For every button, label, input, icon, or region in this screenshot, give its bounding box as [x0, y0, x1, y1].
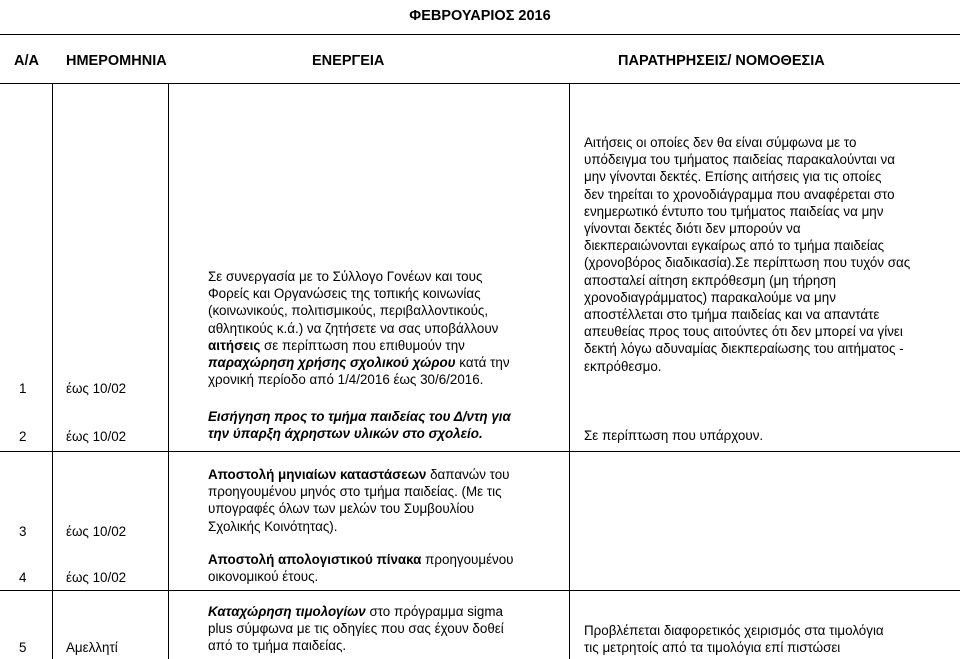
- row-4-action-text: προηγουμένου: [421, 552, 514, 567]
- row-1-notes-line: Αιτήσεις οι οποίες δεν θα είναι σύμφωνα με το: [584, 135, 857, 150]
- row-5-action-line: [208, 603, 568, 620]
- row-1-action-line: Σε συνεργασία με το Σύλλογο Γονέων και τους: [208, 269, 483, 284]
- row-3-number: 3: [19, 524, 27, 539]
- row-5-notes: [584, 622, 956, 656]
- table-border-top: [0, 34, 960, 35]
- row-2-number: 2: [19, 429, 27, 444]
- header-action: ΕΝΕΡΓΕΙΑ: [312, 53, 385, 69]
- row-3-action: [208, 466, 568, 535]
- row-1-notes: [584, 134, 956, 375]
- row-1-action-line: Φορείς και Οργανώσεις της τοπικής κοινωνίας: [208, 286, 481, 302]
- header-notes: ΠΑΡΑΤΗΡΗΣΕΙΣ/ ΝΟΜΟΘΕΣΙΑ: [618, 53, 825, 69]
- row-1-action-line: (κοινωνικούς, πολιτισμικούς, περιβαλλοντικούς,: [208, 303, 489, 319]
- row-1-action-text: σε περίπτωση που επιθυμούν την: [260, 337, 465, 353]
- row-1-action: [208, 268, 568, 388]
- row-2-action: [208, 408, 568, 442]
- row-3-action-bold: Αποστολή μηνιαίων καταστάσεων: [208, 467, 427, 482]
- row-1-notes-line: γίνονται δεκτές διότι δεν μπορούν να: [584, 221, 801, 237]
- row-1-notes-line: εκπρόθεσμο.: [584, 358, 662, 374]
- row-5-action-line: από το τμήμα παιδείας.: [208, 638, 347, 654]
- row-1-action-bold: παραχώρηση χρήσης σχολικού χώρου: [208, 355, 456, 371]
- row-5-date: Αμελλητί: [66, 640, 118, 655]
- row-3-action-line: Σχολικής Κοινότητας).: [208, 518, 338, 534]
- row-1-notes-line: δεκτή λόγω αδυναμίας διεκπεραίωσης του αιτήματος -: [584, 341, 904, 357]
- col-separator-2: [168, 83, 169, 659]
- row-2-action-line: την ύπαρξη άχρηστων υλικών στο σχολείο.: [208, 426, 483, 442]
- row-2-notes: Σε περίπτωση που υπάρχουν.: [584, 428, 764, 443]
- row-1-notes-line: απευθείας προς τους αιτούντες ότι δεν μπορεί να γίνει: [584, 324, 903, 340]
- row-1-notes-line: μην γίνονται δεκτές. Επίσης αιτήσεις για τις οποίες: [584, 169, 882, 185]
- row-4-action-line: [208, 551, 568, 568]
- header-aa: Α/Α: [14, 53, 39, 69]
- row-3-action-line: [208, 466, 568, 483]
- row-separator-2-3: [0, 451, 960, 452]
- row-1-action-line: [208, 337, 568, 354]
- row-1-action-text: κατά την: [455, 355, 510, 371]
- row-1-number: 1: [19, 381, 27, 396]
- row-1-action-bold: αιτήσεις: [208, 337, 261, 353]
- row-4-date: έως 10/02: [66, 570, 127, 585]
- row-3-action-text: δαπανών του: [426, 467, 510, 482]
- row-1-notes-line: αποστέλλεται στο τμήμα παιδείας και να απαντάτε: [584, 307, 880, 323]
- row-separator-4-5: [0, 590, 960, 591]
- row-4-action-bold: Αποστολή απολογιστικού πίνακα: [208, 552, 422, 567]
- col-separator-1: [52, 83, 53, 659]
- row-1-notes-line: (χρονοβόρος διαδικασία).Σε περίπτωση που τυχόν σας: [584, 255, 911, 271]
- row-1-notes-line: υπόδειγμα του τμήματος παιδείας παρακαλούνται να: [584, 152, 895, 168]
- row-5-action-text: στο πρόγραμμα sigma: [365, 604, 503, 619]
- row-1-action-line: χρονική περίοδο από 1/4/2016 έως 30/6/2016.: [208, 372, 484, 388]
- row-1-notes-line: ενημερωτικό έντυπο του τμήματος παιδείας να μην: [584, 203, 884, 219]
- row-2-date: έως 10/02: [66, 429, 127, 444]
- row-3-action-line: προηγουμένου μηνός στο τμήμα παιδείας. (Με τις: [208, 484, 502, 500]
- col-separator-3: [569, 83, 570, 659]
- row-4-action-line: οικονομικού έτους.: [208, 569, 319, 585]
- row-4-number: 4: [19, 570, 27, 585]
- row-3-action-line: υπογραφές όλων των μελών του Συμβουλίου: [208, 501, 475, 517]
- header-separator: [0, 83, 960, 84]
- row-5-notes-line: Προβλέπεται διαφορετικός χειρισμός στα τιμολόγια: [584, 623, 884, 638]
- row-2-action-line: Εισήγηση προς το τμήμα παιδείας του Δ/ντη για: [208, 409, 511, 424]
- row-3-date: έως 10/02: [66, 524, 127, 539]
- row-1-notes-line: αποσταλεί αίτηση εκπρόθεσμη (μη τήρηση: [584, 272, 836, 288]
- row-5-action: [208, 603, 568, 655]
- page-title: ΦΕΒΡΟΥΑΡΙΟΣ 2016: [409, 8, 551, 24]
- row-1-notes-line: διεκπεραιώνονται εγκαίρως από το τμήμα παιδείας: [584, 238, 885, 254]
- row-1-action-line: αθλητικούς κ.ά.) να ζητήσετε να σας υποβάλλουν: [208, 320, 499, 336]
- row-4-action: [208, 551, 568, 585]
- row-5-action-bold: Καταχώρηση τιμολογίων: [208, 604, 366, 619]
- header-date: ΗΜΕΡΟΜΗΝΙΑ: [66, 53, 167, 69]
- row-1-action-line: [208, 354, 568, 371]
- row-5-notes-line: τις μετρητοίς από τα τιμολόγια επί πιστώσει: [584, 640, 841, 656]
- row-1-notes-line: δεν τηρείται το χρονοδιάγραμμα που αναφέρεται στο: [584, 186, 895, 202]
- row-1-notes-line: χρονοδιαγράμματος) παρακαλούμε να μην: [584, 289, 836, 305]
- row-5-number: 5: [19, 640, 27, 655]
- row-1-date: έως 10/02: [66, 381, 127, 396]
- row-5-action-line: plus σύμφωνα με τις οδηγίες που σας έχουν δοθεί: [208, 621, 504, 637]
